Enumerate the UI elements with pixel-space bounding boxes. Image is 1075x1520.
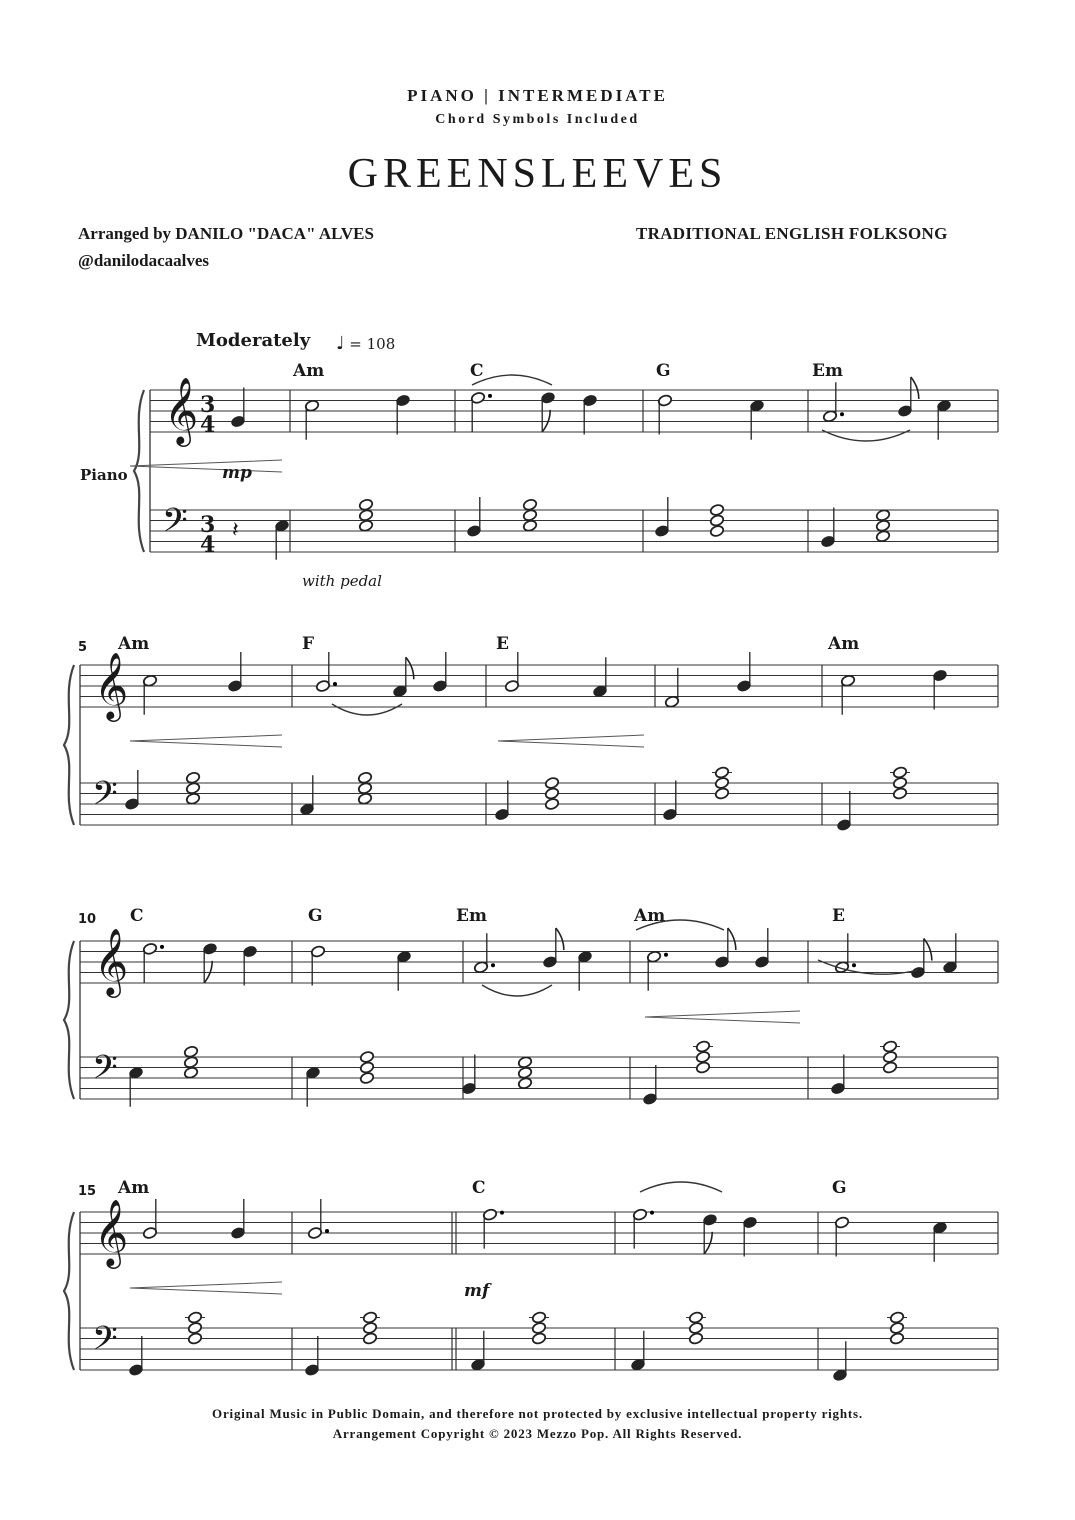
- brace-icon: [134, 390, 144, 552]
- chord-symbol: Em: [812, 361, 843, 381]
- slur: [472, 375, 552, 385]
- bass-chord-notehead: [544, 776, 559, 789]
- pedal-instruction: with pedal: [302, 572, 382, 590]
- bass-chord-notehead: [714, 787, 729, 800]
- bass-chord-notehead: [875, 530, 890, 543]
- crescendo-hairpin: [645, 1011, 800, 1023]
- chord-symbol: E: [832, 906, 845, 926]
- quarter-note-icon: ♩: [336, 333, 345, 354]
- quarter-rest-icon: 𝄽: [232, 518, 239, 543]
- treble-note-dot: [664, 953, 668, 957]
- chord-symbol: Am: [634, 906, 666, 926]
- bass-chord-notehead: [359, 1050, 374, 1063]
- treble-note-flag: [204, 961, 212, 983]
- slur: [640, 1182, 722, 1192]
- treble-note-flag: [911, 377, 919, 399]
- crescendo-hairpin: [130, 735, 282, 747]
- bass-chord-notehead: [892, 766, 907, 779]
- bass-chord-notehead: [695, 1040, 710, 1053]
- brace-icon: [64, 665, 74, 825]
- bass-chord-notehead: [185, 782, 200, 795]
- footer-copyright: Arrangement Copyright © 2023 Mezzo Pop. All Rights Reserved.: [332, 1426, 743, 1441]
- measure-number: 10: [78, 912, 97, 927]
- tempo-marking: Moderately: [196, 330, 311, 351]
- treble-note-dot: [333, 682, 337, 686]
- bass-chord-notehead: [892, 787, 907, 800]
- bass-chord-notehead: [185, 771, 200, 784]
- chord-symbols-note: Chord Symbols Included: [435, 112, 640, 127]
- bass-chord-notehead: [875, 509, 890, 522]
- time-signature-bottom: 4: [200, 532, 216, 558]
- bass-chord-notehead: [185, 792, 200, 805]
- treble-clef-icon: 𝄞: [94, 1198, 129, 1266]
- crescendo-hairpin: [130, 1282, 282, 1294]
- bass-chord-notehead: [882, 1040, 897, 1053]
- treble-note-flag: [556, 928, 564, 950]
- bass-chord-notehead: [688, 1321, 703, 1334]
- treble-note-dot: [160, 945, 164, 949]
- bass-clef-icon: 𝄢: [162, 502, 188, 548]
- bass-chord-notehead: [362, 1332, 377, 1345]
- treble-note-flag: [924, 939, 932, 961]
- bass-chord-notehead: [889, 1332, 904, 1345]
- bass-chord-notehead: [522, 519, 537, 532]
- time-signature-top: 3: [200, 512, 216, 538]
- measure-number: 15: [78, 1184, 97, 1199]
- bass-chord-notehead: [875, 519, 890, 532]
- bass-clef-icon: 𝄢: [92, 1049, 118, 1095]
- arranger-credit: Arranged by DANILO "DACA" ALVES: [78, 224, 374, 243]
- bass-chord-notehead: [709, 514, 724, 527]
- footer-public-domain: Original Music in Public Domain, and therefore not protected by exclusive intellectual property rights.: [212, 1406, 863, 1421]
- chord-symbol: C: [472, 1178, 486, 1198]
- bass-chord-notehead: [892, 776, 907, 789]
- dynamic-mf: mf: [464, 1281, 490, 1301]
- treble-note-dot: [840, 412, 844, 416]
- treble-clef-icon: 𝄞: [94, 927, 129, 995]
- bass-chord-notehead: [522, 509, 537, 522]
- treble-note-dot: [325, 1229, 329, 1233]
- bass-chord-notehead: [362, 1321, 377, 1334]
- brace-icon: [64, 1212, 74, 1370]
- bass-chord-notehead: [531, 1332, 546, 1345]
- bass-chord-notehead: [709, 503, 724, 516]
- composer-credit: TRADITIONAL ENGLISH FOLKSONG: [636, 224, 948, 243]
- bass-chord-notehead: [187, 1311, 202, 1324]
- bass-chord-notehead: [695, 1050, 710, 1063]
- time-signature-bottom: 4: [200, 412, 216, 438]
- bass-chord-notehead: [882, 1061, 897, 1074]
- bass-chord-notehead: [714, 766, 729, 779]
- chord-symbol: C: [470, 361, 484, 381]
- time-signature-top: 3: [200, 392, 216, 418]
- chord-symbol: G: [308, 906, 323, 926]
- bass-chord-notehead: [358, 498, 373, 511]
- treble-note-dot: [852, 963, 856, 967]
- bass-chord-notehead: [358, 519, 373, 532]
- bass-chord-notehead: [187, 1332, 202, 1345]
- bass-chord-notehead: [187, 1321, 202, 1334]
- bass-chord-notehead: [517, 1056, 532, 1069]
- treble-note-flag: [728, 928, 736, 950]
- bass-chord-notehead: [359, 1061, 374, 1074]
- treble-note-dot: [491, 963, 495, 967]
- treble-note-dot: [500, 1211, 504, 1215]
- bass-chord-notehead: [688, 1311, 703, 1324]
- bass-chord-notehead: [714, 776, 729, 789]
- chord-symbol: Em: [456, 906, 487, 926]
- chord-symbol: Am: [828, 634, 860, 654]
- bass-chord-notehead: [357, 771, 372, 784]
- chord-symbol: G: [656, 361, 671, 381]
- bass-chord-notehead: [362, 1311, 377, 1324]
- page-title: GREENSLEEVES: [347, 151, 728, 197]
- brace-icon: [64, 941, 74, 1099]
- treble-clef-icon: 𝄞: [164, 376, 199, 444]
- treble-note-flag: [542, 410, 550, 432]
- slur: [482, 985, 552, 996]
- chord-symbol: F: [302, 634, 315, 654]
- bass-chord-notehead: [531, 1311, 546, 1324]
- bass-chord-notehead: [517, 1066, 532, 1079]
- bass-chord-notehead: [357, 792, 372, 805]
- chord-symbol: Am: [118, 634, 150, 654]
- chord-symbol: C: [130, 906, 144, 926]
- bass-chord-notehead: [358, 509, 373, 522]
- bass-chord-notehead: [183, 1066, 198, 1079]
- bass-chord-notehead: [544, 787, 559, 800]
- bass-clef-icon: 𝄢: [92, 1320, 118, 1366]
- bass-chord-notehead: [357, 782, 372, 795]
- chord-symbol: Am: [293, 361, 325, 381]
- arranger-handle: @danilodacaalves: [78, 251, 210, 270]
- dynamic-mp: mp: [222, 463, 252, 483]
- bass-chord-notehead: [695, 1061, 710, 1074]
- bass-chord-notehead: [889, 1321, 904, 1334]
- crescendo-hairpin: [130, 460, 282, 472]
- bass-chord-notehead: [183, 1045, 198, 1058]
- bass-chord-notehead: [544, 797, 559, 810]
- level-label: PIANO | INTERMEDIATE: [407, 86, 668, 105]
- crescendo-hairpin: [498, 735, 644, 747]
- bass-clef-icon: 𝄢: [92, 775, 118, 821]
- tempo-equals: = 108: [349, 335, 396, 353]
- bass-chord-notehead: [882, 1050, 897, 1063]
- bass-chord-notehead: [709, 524, 724, 537]
- chord-symbol: E: [496, 634, 509, 654]
- treble-clef-icon: 𝄞: [94, 651, 129, 719]
- treble-note-flag: [704, 1232, 712, 1254]
- bass-chord-notehead: [522, 498, 537, 511]
- bass-chord-notehead: [889, 1311, 904, 1324]
- chord-symbol: Am: [118, 1178, 150, 1198]
- bass-chord-notehead: [531, 1321, 546, 1334]
- chord-symbol: G: [832, 1178, 847, 1198]
- measure-number: 5: [78, 640, 88, 655]
- treble-note-dot: [488, 394, 492, 398]
- treble-note-dot: [650, 1211, 654, 1215]
- bass-chord-notehead: [688, 1332, 703, 1345]
- bass-chord-notehead: [183, 1056, 198, 1069]
- bass-chord-notehead: [359, 1071, 374, 1084]
- instrument-label: Piano: [80, 466, 128, 484]
- slur: [332, 704, 402, 715]
- bass-chord-notehead: [517, 1077, 532, 1090]
